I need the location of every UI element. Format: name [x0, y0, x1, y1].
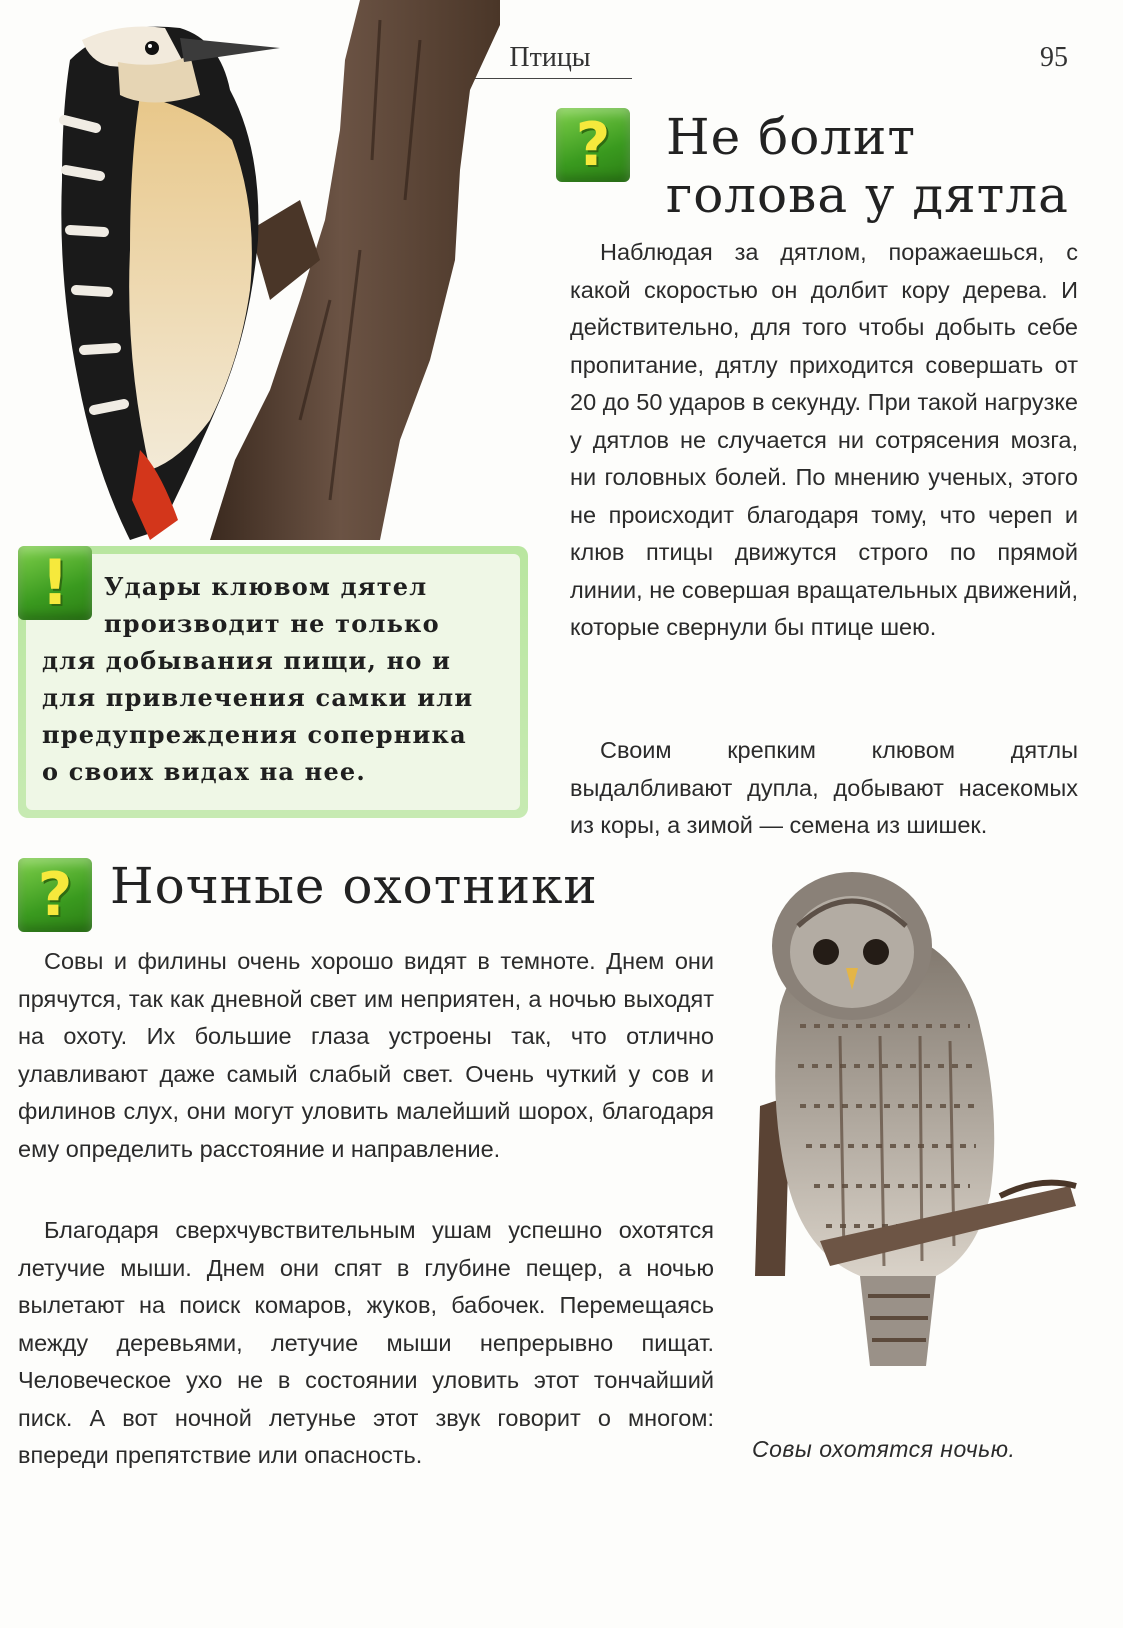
paragraph-text: Благодаря сверхчувствительным ушам успешно охотятся летучие мыши. Днем они спят в глубине пещер, а ночью вылетают на поиск комаров, жуков, бабочек. Перемещаясь между деревьями, летучие мыши непрерывно пищат. Человеческое ухо не в состоянии уловить этот тончайший писк. А вот ночной летунье этот звук говорит о многом: впереди препятствие или опасность. [18, 1217, 714, 1468]
paragraph-text: Своим крепким клювом дятлы выдалбливают дупла, добывают насекомых из коры, а зимой — семена из шишек. [570, 737, 1078, 838]
title-line-1: Не болит [666, 108, 917, 166]
question-icon: ? [18, 858, 92, 932]
night-hunters-paragraph-1 [18, 943, 714, 1168]
woodpecker-paragraph-2 [570, 732, 1078, 845]
title-line-2: голова у дятла [666, 166, 1069, 224]
fact-line: производит не только [104, 609, 440, 638]
paragraph-text: Совы и филины очень хорошо видят в темноте. Днем они прячутся, так как дневной свет им неприятен, а ночью выходят на охоту. Их большие глаза устроены так, что отлично улавливают даже самый слабый свет. Очень чуткий у сов и филинов слух, они могут уловить малейший шорох, благодаря ему определить расстояние и направление. [18, 948, 714, 1162]
fact-line: предупреждения соперника [42, 720, 467, 749]
woodpecker-image [0, 0, 520, 560]
night-hunters-paragraph-2 [18, 1212, 714, 1475]
section-title-night-hunters: Ночные охотники [110, 857, 598, 915]
fact-line: для привлечения самки или [42, 683, 474, 712]
woodpecker-paragraph-1 [570, 234, 1078, 647]
exclamation-icon: ! [18, 546, 92, 620]
fact-line: для добывания пищи, но и [42, 646, 452, 675]
owl-caption: Совы охотятся ночью. [752, 1436, 1016, 1462]
owl-image [740, 856, 1080, 1396]
page-number: 95 [1040, 42, 1068, 73]
fact-line: Удары клювом дятел [104, 572, 428, 601]
section-title-woodpecker [666, 108, 1106, 224]
paragraph-text: Наблюдая за дятлом, поражаешься, с какой скоростью он долбит кору дерева. И действительно, для того чтобы добыть себе пропитание, дятлу приходится совершать от 20 до 50 ударов в секунду. При такой нагрузке у дятлов не случается ни сотрясения мозга, ни головных болей. По мнению ученых, этого не происходит благодаря тому, что череп и клюв птицы движутся строго по прямой линии, не совершая вращательных движений, которые свернули бы птице шею. [570, 239, 1078, 640]
fact-line: о своих видах на нее. [42, 757, 366, 786]
question-icon: ? [556, 108, 630, 182]
running-header: Птицы [509, 42, 591, 73]
